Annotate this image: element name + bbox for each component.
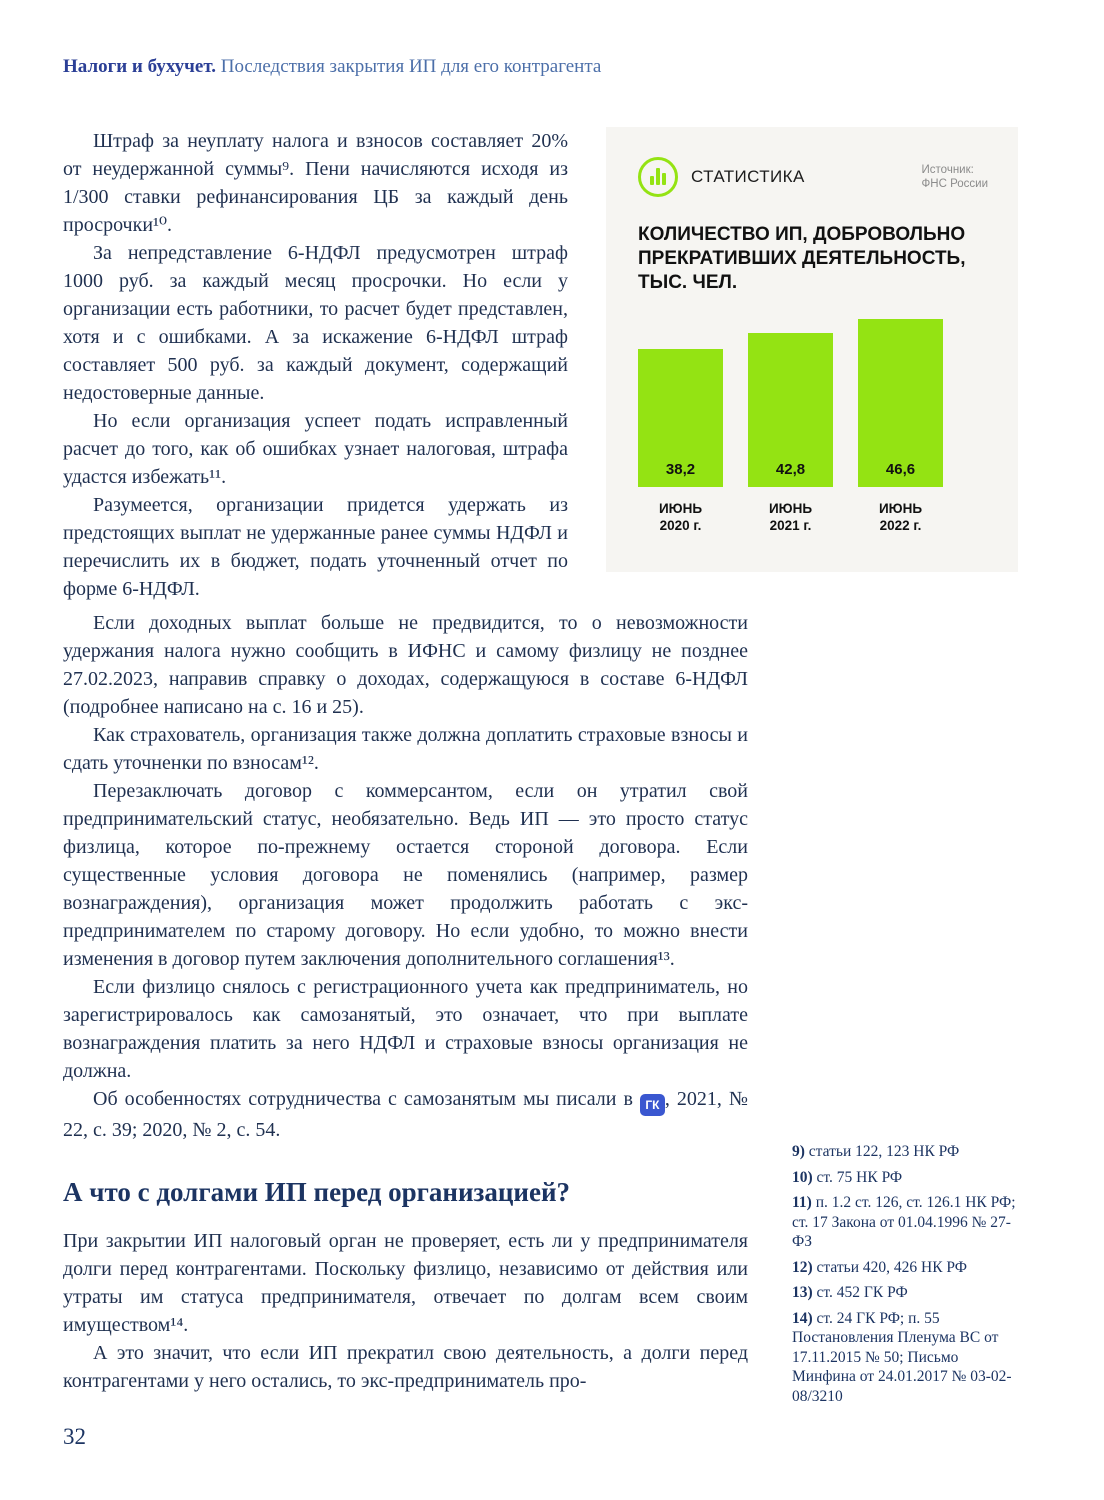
- statistics-source: [922, 163, 988, 191]
- gk-text-after: , 2021, № 22, с. 39; 2020, № 2, с. 54.: [63, 1088, 748, 1141]
- paragraph-with-badge: [63, 1085, 748, 1144]
- footnote-item: 9) статьи 122, 123 НК РФ: [792, 1143, 960, 1160]
- bar-chart-bars: [638, 317, 988, 487]
- chart-title: КОЛИЧЕСТВО ИП, ДОБРОВОЛЬНО ПРЕКРАТИВШИХ ДЕЯТЕЛЬНОСТЬ, ТЫС. ЧЕЛ.: [638, 224, 966, 293]
- footnote-item: 13) ст. 452 ГК РФ: [792, 1284, 908, 1301]
- text-column-narrow: [63, 127, 568, 603]
- gk-text-before: Об особенностях сотрудничества с самозанятым мы писали в: [93, 1088, 640, 1110]
- chart-bar-value: 38,2: [665, 461, 696, 478]
- page-header: [63, 56, 601, 78]
- paragraph: Перезаключать договор с коммерсантом, если он утратил свой предпринимательский статус, необязательно. Ведь ИП — это просто статус физлица, которое по-прежнему остается стороной договора. Если существенные условия договора не поменялись (например, размер вознаграждения), организация может продолжить работать с экс-предпринимателем по старому договору. Но если удобно, то можно внести изменения в договор путем заключения дополнительного соглашения¹³.: [63, 780, 748, 970]
- paragraph: Как страхователь, организация также должна доплатить страховые взносы и сдать уточненки по взносам¹².: [63, 724, 748, 774]
- chart-bar-value: 42,8: [775, 461, 806, 478]
- top-row: [63, 127, 1018, 603]
- statistics-label: СТАТИСТИКА: [691, 167, 805, 186]
- chart-bar-value: 46,6: [885, 461, 916, 478]
- statistics-header: [638, 157, 988, 197]
- statistics-box: [606, 127, 1018, 572]
- section-heading: А что с долгами ИП перед организацией?: [63, 1177, 571, 1207]
- chart-bar-label: ИЮНЬ 2022 г.: [878, 501, 923, 533]
- bar-chart-icon: [638, 157, 678, 197]
- header-article-title: Последствия закрытия ИП для его контрагента: [215, 56, 602, 77]
- paragraph: При закрытии ИП налоговый орган не проверяет, есть ли у предпринимателя долги перед контрагентами. Поскольку физлицо, независимо от действия или утраты им статуса предпринимателя, отвечает по долгам всем своим имуществом¹⁴.: [63, 1230, 748, 1336]
- chart-bar: [638, 349, 723, 487]
- footnote-item: 14) ст. 24 ГК РФ; п. 55 Постановления Пленума ВС от 17.11.2015 № 50; Письмо Минфина от 24.01.2017 № 03-02-08/3210: [792, 1309, 1012, 1405]
- text-column-full: [63, 609, 748, 1395]
- paragraph: Если доходных выплат больше не предвидится, то о невозможности удержания налога нужно сообщить в ИФНС и самому физлицу не позднее 27.02.2023, направив справку о доходах, содержащуюся в составе 6-НДФЛ (подробнее написано на с. 16 и 25).: [63, 612, 748, 718]
- chart-bar: [748, 333, 833, 487]
- header-rubric: Налоги и бухучет.: [63, 56, 216, 77]
- paragraph: Штраф за неуплату налога и взносов составляет 20% от неудержанной суммы⁹. Пени начисляются исходя из 1/300 ставки рефинансирования ЦБ за каждый день просрочки¹⁰.: [63, 130, 568, 236]
- gk-magazine-badge: ГК: [640, 1094, 665, 1116]
- footnotes-list: [792, 1142, 1020, 1412]
- page-number: 32: [63, 1424, 86, 1449]
- footnote-item: 11) п. 1.2 ст. 126, ст. 126.1 НК РФ; ст. 17 Закона от 01.04.1996 № 27-ФЗ: [792, 1194, 1016, 1250]
- paragraph: А это значит, что если ИП прекратил свою деятельность, а долги перед контрагентами у него остались, то экс-предприниматель про-: [63, 1342, 748, 1392]
- chart-bar: [858, 319, 943, 487]
- paragraph: За непредставление 6-НДФЛ предусмотрен штраф 1000 руб. за каждый месяц просрочки. Но если у организации есть работники, то расчет будет представлен, хотя и с ошибками. А за искажение 6-НДФЛ штраф составляет 500 руб. за каждый документ, содержащий недостоверные данные.: [63, 242, 568, 404]
- source-caption: Источник:: [921, 164, 974, 176]
- chart-bar-label: ИЮНЬ 2020 г.: [658, 501, 703, 533]
- footnote-item: 10) ст. 75 НК РФ: [792, 1168, 903, 1186]
- chart-bar-label: ИЮНЬ 2021 г.: [768, 501, 813, 533]
- paragraph: Но если организация успеет подать исправленный расчет до того, как об ошибках узнает налоговая, штрафа удастся избежать¹¹.: [63, 410, 568, 488]
- paragraph: Разумеется, организации придется удержать из предстоящих выплат не удержанные ранее суммы НДФЛ и перечислить их в бюджет, подать уточненный отчет по форме 6-НДФЛ.: [63, 494, 568, 600]
- paragraph: Если физлицо снялось с регистрационного учета как предприниматель, но зарегистрировалось как самозанятый, это означает, что при выплате вознаграждения платить за него НДФЛ и страховые взносы организация не должна.: [63, 976, 748, 1082]
- source-value: ФНС России: [921, 178, 988, 190]
- bar-chart-labels: [638, 500, 988, 534]
- footnote-item: 12) статьи 420, 426 НК РФ: [792, 1258, 968, 1276]
